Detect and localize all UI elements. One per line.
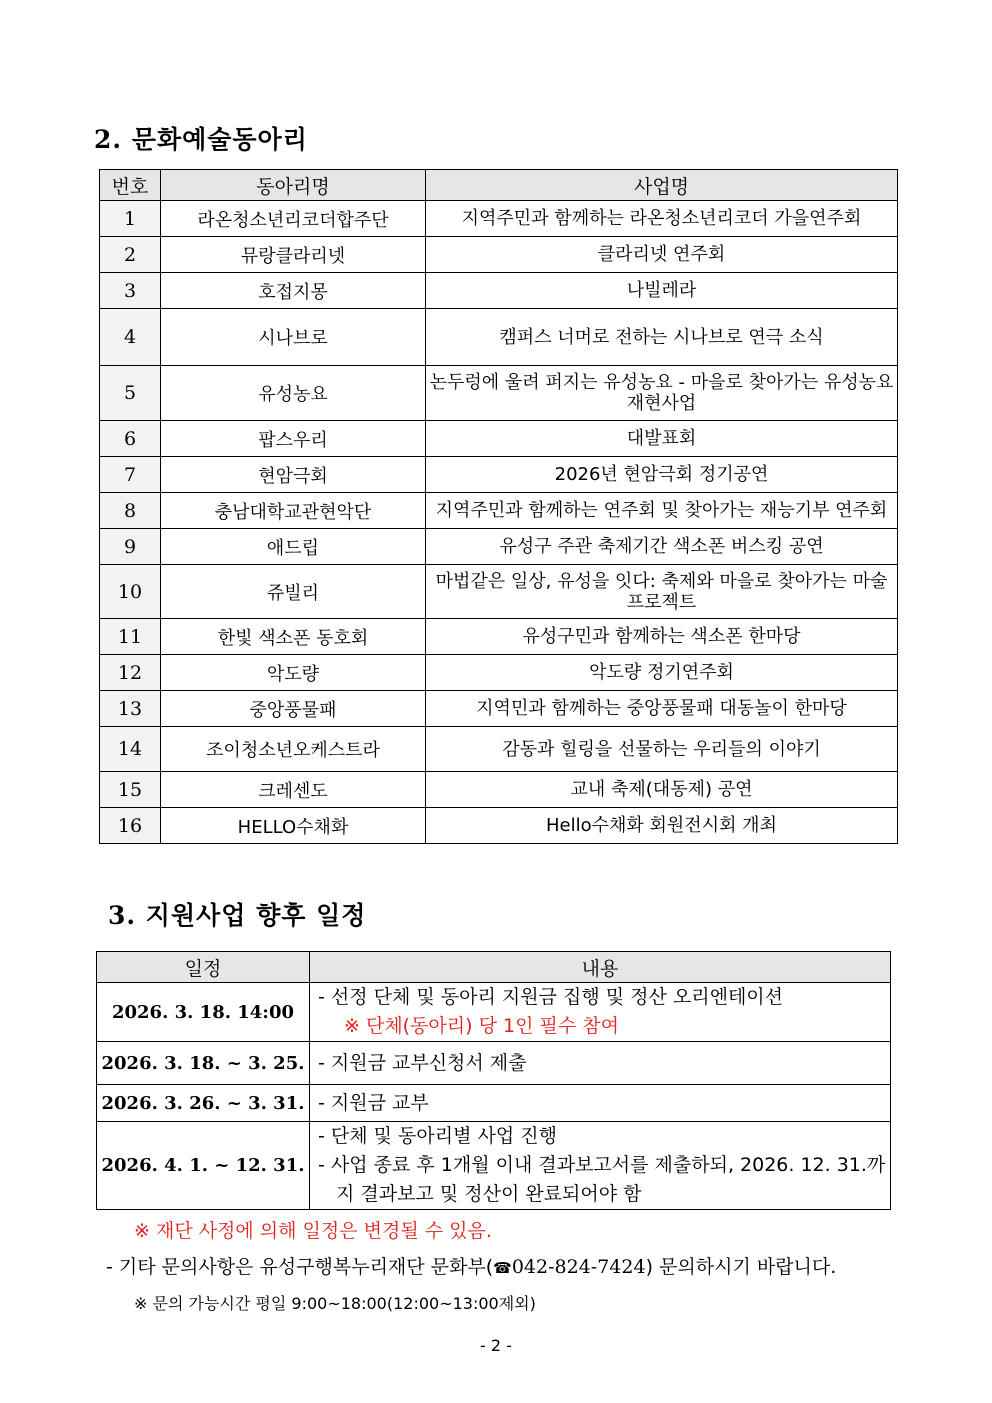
row-number: 10 <box>100 565 161 619</box>
table-row <box>100 273 898 309</box>
row-number: 6 <box>100 421 161 457</box>
project-name: 지역주민과 함께하는 라온청소년리코더 가을연주회 <box>426 201 898 237</box>
club-name: 악도량 <box>161 655 426 691</box>
project-name: Hello수채화 회원전시회 개최 <box>426 808 898 844</box>
table-row <box>100 421 898 457</box>
table-row <box>97 1122 891 1210</box>
header-date: 일정 <box>97 952 310 983</box>
club-name: 라온청소년리코더합주단 <box>161 201 426 237</box>
table-row <box>100 493 898 529</box>
schedule-content <box>310 1042 891 1085</box>
club-name: 뮤랑클라리넷 <box>161 237 426 273</box>
schedule-note: ※ 단체(동아리) 당 1인 필수 참여 <box>344 1015 619 1037</box>
row-number: 5 <box>100 366 161 421</box>
row-number: 4 <box>100 309 161 366</box>
club-name: 크레센도 <box>161 772 426 808</box>
table-row <box>97 983 891 1042</box>
project-name: 마법같은 일상, 유성을 잇다: 축제와 마을로 찾아가는 마술 프로젝트 <box>426 565 898 619</box>
club-table <box>99 169 898 844</box>
table-row <box>100 691 898 727</box>
club-table-header <box>100 170 898 201</box>
contact-prefix: - 기타 문의사항은 유성구행복누리재단 문화부( <box>106 1256 494 1278</box>
club-name: HELLO수채화 <box>161 808 426 844</box>
schedule-table <box>96 951 891 1210</box>
project-name: 지역주민과 함께하는 연주회 및 찾아가는 재능기부 연주회 <box>426 493 898 529</box>
schedule-item: - 선정 단체 및 동아리 지원금 집행 및 정산 오리엔테이션 <box>318 986 784 1008</box>
row-number: 16 <box>100 808 161 844</box>
club-name: 조이청소년오케스트라 <box>161 727 426 772</box>
row-number: 14 <box>100 727 161 772</box>
schedule-item: - 지원금 교부 <box>318 1091 429 1114</box>
row-number: 1 <box>100 201 161 237</box>
table-row <box>100 655 898 691</box>
club-name: 유성농요 <box>161 366 426 421</box>
table-row <box>97 1042 891 1085</box>
table-row <box>100 808 898 844</box>
schedule-content <box>310 1085 891 1122</box>
table-row <box>100 529 898 565</box>
section-2-title: 2. 문화예술동아리 <box>94 125 308 154</box>
club-name: 현암극회 <box>161 457 426 493</box>
table-row <box>100 619 898 655</box>
project-name: 지역민과 함께하는 중앙풍물패 대동놀이 한마당 <box>426 691 898 727</box>
contact-suffix: ) 문의하시기 바랍니다. <box>645 1256 837 1278</box>
schedule-item: - 사업 종료 후 1개월 이내 결과보고서를 제출하되, 2026. 12. 31.까지 결과보고 및 정산이 완료되어야 함 <box>318 1154 886 1205</box>
row-number: 12 <box>100 655 161 691</box>
project-name: 감동과 힐링을 선물하는 우리들의 이야기 <box>426 727 898 772</box>
project-name: 교내 축제(대동제) 공연 <box>426 772 898 808</box>
table-row <box>100 727 898 772</box>
project-name: 나빌레라 <box>426 273 898 309</box>
club-name: 충남대학교관현악단 <box>161 493 426 529</box>
project-name: 클라리넷 연주회 <box>426 237 898 273</box>
table-row <box>100 366 898 421</box>
schedule-date: 2026. 3. 18. 14:00 <box>97 983 310 1042</box>
project-name: 논두렁에 울려 퍼지는 유성농요 - 마을로 찾아가는 유성농요 재현사업 <box>426 366 898 421</box>
header-no: 번호 <box>100 170 161 201</box>
header-content: 내용 <box>310 952 891 983</box>
row-number: 11 <box>100 619 161 655</box>
project-name: 대발표회 <box>426 421 898 457</box>
table-row <box>100 201 898 237</box>
project-name: 캠퍼스 너머로 전하는 시나브로 연극 소식 <box>426 309 898 366</box>
table-row <box>100 237 898 273</box>
club-name: 한빛 색소폰 동호회 <box>161 619 426 655</box>
club-name: 쥬빌리 <box>161 565 426 619</box>
schedule-date: 2026. 3. 18. ~ 3. 25. <box>97 1042 310 1085</box>
project-name: 2026년 현암극회 정기공연 <box>426 457 898 493</box>
club-name: 애드립 <box>161 529 426 565</box>
row-number: 13 <box>100 691 161 727</box>
project-name: 유성구 주관 축제기간 색소폰 버스킹 공연 <box>426 529 898 565</box>
project-name: 악도량 정기연주회 <box>426 655 898 691</box>
contact-hours-note: ※ 문의 가능시간 평일 9:00~18:00(12:00~13:00제외) <box>134 1294 536 1313</box>
row-number: 7 <box>100 457 161 493</box>
row-number: 3 <box>100 273 161 309</box>
section-3-title: 3. 지원사업 향후 일정 <box>108 901 367 930</box>
club-name: 호접지몽 <box>161 273 426 309</box>
table-row <box>100 772 898 808</box>
table-row <box>97 1085 891 1122</box>
contact-note <box>106 1252 836 1279</box>
telephone-icon: ☎ <box>493 1259 512 1277</box>
schedule-content <box>310 983 891 1042</box>
schedule-content <box>310 1122 891 1210</box>
row-number: 9 <box>100 529 161 565</box>
table-row <box>100 309 898 366</box>
page-number: - 2 - <box>480 1336 512 1355</box>
club-name: 중앙풍물패 <box>161 691 426 727</box>
phone-number: 042-824-7424 <box>511 1256 646 1278</box>
club-name: 팝스우리 <box>161 421 426 457</box>
project-name: 유성구민과 함께하는 색소폰 한마당 <box>426 619 898 655</box>
club-name: 시나브로 <box>161 309 426 366</box>
table-row <box>100 565 898 619</box>
schedule-item: - 지원금 교부신청서 제출 <box>318 1051 527 1074</box>
schedule-change-note: ※ 재단 사정에 의해 일정은 변경될 수 있음. <box>134 1220 492 1242</box>
schedule-date: 2026. 3. 26. ~ 3. 31. <box>97 1085 310 1122</box>
row-number: 2 <box>100 237 161 273</box>
schedule-table-header <box>97 952 891 983</box>
row-number: 15 <box>100 772 161 808</box>
schedule-item: - 단체 및 동아리별 사업 진행 <box>318 1125 557 1147</box>
schedule-date: 2026. 4. 1. ~ 12. 31. <box>97 1122 310 1210</box>
table-row <box>100 457 898 493</box>
header-project: 사업명 <box>426 170 898 201</box>
header-club: 동아리명 <box>161 170 426 201</box>
row-number: 8 <box>100 493 161 529</box>
